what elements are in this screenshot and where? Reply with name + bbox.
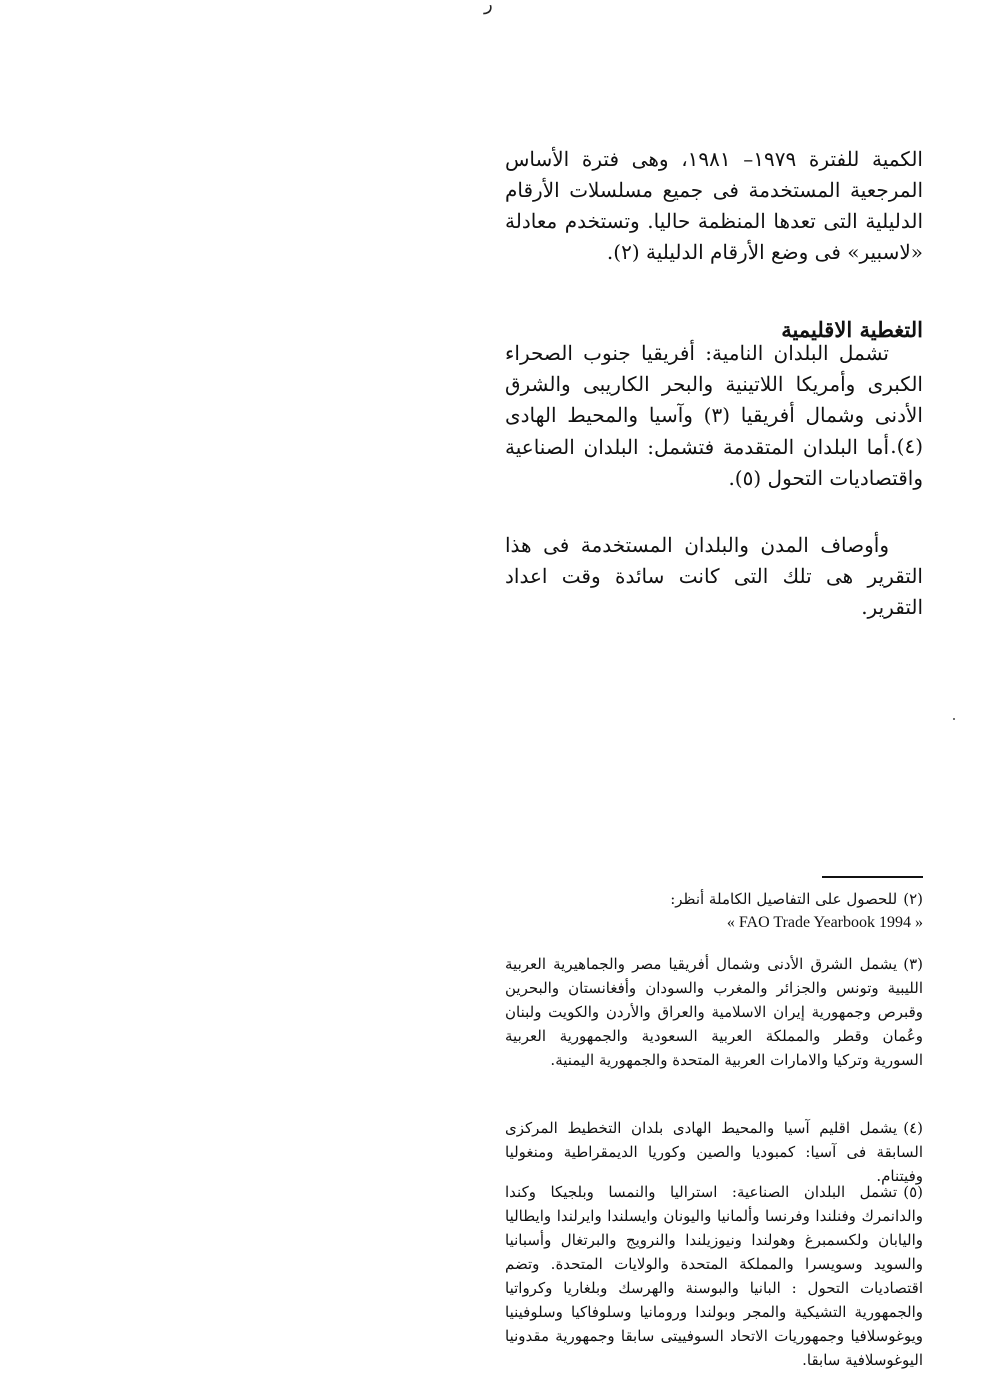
- footnote-3-number: (٣): [903, 955, 923, 973]
- developing-countries-paragraph: تشمل البلدان النامية: أفريقيا جنوب الصحراء الكبرى وأمريكا اللاتينية والبحر الكاريبى والشرق الأدنى وشمال أفريقيا (٣) وآسيا والمحيط الهادى (٤).: [505, 341, 923, 458]
- footnote-2-text: للحصول على التفاصيل الكاملة أنظر:: [670, 890, 898, 908]
- footnote-2-number: (٢): [903, 890, 923, 908]
- footnote-5: [505, 1180, 923, 1372]
- footnote-4: [505, 1116, 923, 1188]
- footnote-3-text: يشمل الشرق الأدنى وشمال أفريقيا مصر والجماهيرية العربية الليبية وتونس والجزائر والمغرب والسودان وأفغانستان والبحرين وقبرص وجمهورية إيران الاسلامية والعراق والأردن والكويت ولبنان وعُمان وقطر والمملكة العربية السعودية والجمهورية العربية السورية وتركيا والامارات العربية المتحدة والجمهورية اليمنية.: [505, 955, 923, 1069]
- footnote-4-text: يشمل اقليم آسيا والمحيط الهادى بلدان التخطيط المركزى السابقة فى آسيا: كمبوديا والصين وكوريا الديمقراطية ومنغوليا وفيتنام.: [505, 1119, 923, 1185]
- page-top-mark: ر: [484, 0, 493, 15]
- footnote-2-source: « FAO Trade Yearbook 1994 »: [726, 914, 923, 931]
- section-heading: التغطية الاقليمية: [781, 317, 923, 343]
- footnote-separator: [822, 876, 923, 878]
- descriptions-paragraph: وأوصاف المدن والبلدان المستخدمة فى هذا التقرير هى تلك التى كانت سائدة وقت اعداد التقرير.: [505, 533, 923, 619]
- footnote-3: [505, 952, 923, 1072]
- footnote-5-number: (٥): [903, 1183, 923, 1201]
- footnote-5-text: تشمل البلدان الصناعية: استراليا والنمسا وبلجيكا وكندا والدانمرك وفنلندا وفرنسا وألمانيا واليونان وايسلندا وايرلندا وايطاليا واليابان ولكسمبرغ وهولندا ونيوزيلندا والنرويج والبرتغال وأسبانيا والسويد وسويسرا والمملكة المتحدة والولايات المتحدة. وتضم اقتصاديات التحول : البانيا والبوسنة والهرسك وبلغاريا وكرواتيا والجمهورية التشيكية والمجر وبولندا ورومانيا وسلوفاكيا وسلوفينيا ويوغوسلافيا وجمهوريات الاتحاد السوفييتى سابقا وجمهورية مقدونيا اليوغوسلافية سابقا.: [505, 1183, 923, 1369]
- footnote-2: [505, 887, 923, 935]
- footnote-4-number: (٤): [903, 1119, 923, 1137]
- margin-speck: [953, 718, 955, 720]
- intro-paragraph: الكمية للفترة ١٩٧٩– ١٩٨١، وهى فترة الأساس المرجعية المستخدمة فى جميع مسلسلات الأرقام الدليلية التى تعدها المنظمة حاليا. وتستخدم معادلة «لاسبير» فى وضع الأرقام الدليلية (٢).: [505, 147, 923, 264]
- developed-countries-paragraph: أما البلدان المتقدمة فتشمل: البلدان الصناعية واقتصاديات التحول (٥).: [505, 435, 923, 490]
